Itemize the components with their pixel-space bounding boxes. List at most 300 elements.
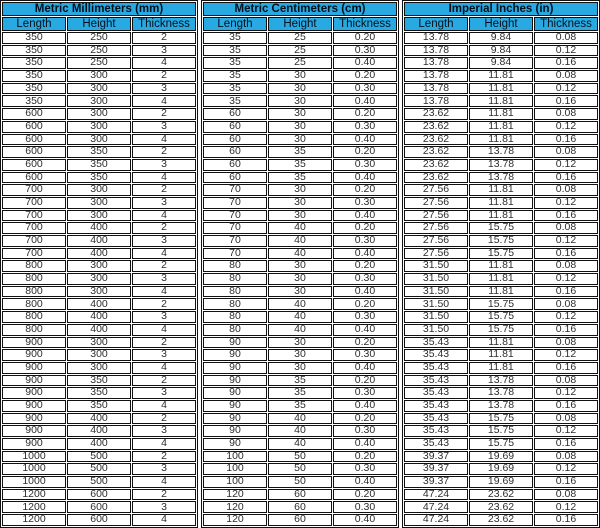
cell: 31.50 <box>404 324 468 336</box>
cell: 0.40 <box>333 362 397 374</box>
cell: 4 <box>132 286 196 298</box>
cell: 27.56 <box>404 210 468 222</box>
cell: 13.78 <box>469 146 533 158</box>
cell: 11.81 <box>469 210 533 222</box>
cell: 15.75 <box>469 413 533 425</box>
cell: 3 <box>132 83 196 95</box>
cell: 35 <box>268 375 332 387</box>
cell: 39.37 <box>404 476 468 488</box>
cell: 0.30 <box>333 463 397 475</box>
cell: 40 <box>268 425 332 437</box>
cell: 100 <box>203 451 267 463</box>
cell: 0.30 <box>333 235 397 247</box>
table-row <box>404 514 598 526</box>
cell: 600 <box>2 159 66 171</box>
cell: 0.30 <box>333 83 397 95</box>
table-row <box>404 400 598 412</box>
table-row <box>203 489 397 501</box>
table-row <box>203 362 397 374</box>
cell: 700 <box>2 222 66 234</box>
table-row <box>404 273 598 285</box>
table-row <box>203 311 397 323</box>
cell: 0.08 <box>534 413 598 425</box>
table-row <box>203 324 397 336</box>
cell: 70 <box>203 210 267 222</box>
table-row <box>2 146 196 158</box>
cell: 13.78 <box>469 400 533 412</box>
cell: 13.78 <box>404 95 468 107</box>
cell: 0.40 <box>333 210 397 222</box>
cell: 300 <box>67 260 131 272</box>
cell: 15.75 <box>469 425 533 437</box>
cell: 900 <box>2 375 66 387</box>
table-row <box>404 425 598 437</box>
cell: 0.30 <box>333 501 397 513</box>
cell: 0.30 <box>333 387 397 399</box>
cell: 35 <box>203 45 267 57</box>
cell: 100 <box>203 476 267 488</box>
table-row <box>2 45 196 57</box>
cell: 300 <box>67 83 131 95</box>
cell: 0.12 <box>534 121 598 133</box>
cell: 60 <box>203 172 267 184</box>
table-row <box>2 108 196 120</box>
cell: 0.12 <box>534 463 598 475</box>
cell: 4 <box>132 400 196 412</box>
cell: 0.12 <box>534 387 598 399</box>
cell: 400 <box>67 235 131 247</box>
table-row <box>404 108 598 120</box>
table-row <box>203 286 397 298</box>
table-row <box>2 70 196 82</box>
cell: 60 <box>268 489 332 501</box>
cell: 400 <box>67 413 131 425</box>
cell: 35.43 <box>404 438 468 450</box>
cell: 0.20 <box>333 413 397 425</box>
cell: 30 <box>268 337 332 349</box>
cell: 30 <box>268 121 332 133</box>
cell: 47.24 <box>404 489 468 501</box>
cell: 3 <box>132 349 196 361</box>
cell: 2 <box>132 222 196 234</box>
cell: 800 <box>2 298 66 310</box>
cell: 700 <box>2 184 66 196</box>
cell: 250 <box>67 57 131 69</box>
cell: 35 <box>268 400 332 412</box>
cell: 60 <box>203 146 267 158</box>
table-row <box>404 451 598 463</box>
cell: 9.84 <box>469 32 533 44</box>
cell: 30 <box>268 184 332 196</box>
cell: 0.12 <box>534 235 598 247</box>
cell: 0.20 <box>333 108 397 120</box>
cell: 2 <box>132 375 196 387</box>
table-row <box>203 273 397 285</box>
table-row <box>404 463 598 475</box>
table-row <box>2 235 196 247</box>
cell: 1000 <box>2 451 66 463</box>
table-row <box>203 95 397 107</box>
cell: 2 <box>132 489 196 501</box>
cell: 300 <box>67 184 131 196</box>
cell: 900 <box>2 413 66 425</box>
cell: 35.43 <box>404 362 468 374</box>
cell: 0.20 <box>333 184 397 196</box>
cell: 35.43 <box>404 375 468 387</box>
cell: 80 <box>203 311 267 323</box>
cell: 0.20 <box>333 260 397 272</box>
cell: 13.78 <box>404 83 468 95</box>
cell: 0.16 <box>534 172 598 184</box>
table-row <box>404 298 598 310</box>
cell: 35 <box>268 159 332 171</box>
table-row <box>203 121 397 133</box>
cell: 15.75 <box>469 248 533 260</box>
cell: 0.20 <box>333 222 397 234</box>
cell: 2 <box>132 184 196 196</box>
table-row <box>2 463 196 475</box>
table-row <box>203 134 397 146</box>
cell: 30 <box>268 83 332 95</box>
cell: 23.62 <box>469 489 533 501</box>
cell: 0.08 <box>534 146 598 158</box>
cell: 0.20 <box>333 451 397 463</box>
cell: 0.40 <box>333 438 397 450</box>
table-row <box>203 222 397 234</box>
cell: 1200 <box>2 514 66 526</box>
cell: 350 <box>67 375 131 387</box>
cell: 0.08 <box>534 451 598 463</box>
cell: 300 <box>67 134 131 146</box>
cell: 350 <box>2 45 66 57</box>
group-title: Metric Centimeters (cm) <box>203 2 397 16</box>
cell: 11.81 <box>469 273 533 285</box>
cell: 50 <box>268 463 332 475</box>
cell: 300 <box>67 286 131 298</box>
cell: 0.40 <box>333 134 397 146</box>
table-row <box>404 57 598 69</box>
cell: 350 <box>2 83 66 95</box>
table-row <box>2 172 196 184</box>
cell: 9.84 <box>469 57 533 69</box>
cell: 40 <box>268 235 332 247</box>
cell: 300 <box>67 362 131 374</box>
cell: 90 <box>203 349 267 361</box>
table-row <box>404 248 598 260</box>
cell: 0.16 <box>534 57 598 69</box>
table-row <box>2 260 196 272</box>
cell: 600 <box>2 172 66 184</box>
table-row <box>404 197 598 209</box>
cell: 700 <box>2 248 66 260</box>
cell: 900 <box>2 438 66 450</box>
table-row <box>203 172 397 184</box>
cell: 27.56 <box>404 248 468 260</box>
cell: 0.12 <box>534 273 598 285</box>
cell: 0.12 <box>534 197 598 209</box>
cell: 50 <box>268 451 332 463</box>
cell: 0.40 <box>333 514 397 526</box>
table-row <box>203 400 397 412</box>
cell: 4 <box>132 324 196 336</box>
cell: 4 <box>132 134 196 146</box>
cell: 4 <box>132 438 196 450</box>
cell: 31.50 <box>404 286 468 298</box>
cell: 15.75 <box>469 311 533 323</box>
table-row <box>404 311 598 323</box>
table-row <box>404 95 598 107</box>
cell: 600 <box>2 134 66 146</box>
cell: 800 <box>2 286 66 298</box>
cell: 30 <box>268 349 332 361</box>
cell: 900 <box>2 387 66 399</box>
cell: 13.78 <box>469 375 533 387</box>
table-row <box>2 273 196 285</box>
table-row <box>404 32 598 44</box>
cell: 0.16 <box>534 134 598 146</box>
cell: 90 <box>203 337 267 349</box>
table-row <box>2 298 196 310</box>
cell: 47.24 <box>404 501 468 513</box>
table-row <box>203 57 397 69</box>
cell: 300 <box>67 108 131 120</box>
cell: 15.75 <box>469 222 533 234</box>
cell: 23.62 <box>404 121 468 133</box>
cell: 2 <box>132 413 196 425</box>
table-row <box>203 146 397 158</box>
cell: 600 <box>67 514 131 526</box>
cell: 300 <box>67 210 131 222</box>
cell: 30 <box>268 108 332 120</box>
cell: 23.62 <box>469 501 533 513</box>
cell: 11.81 <box>469 197 533 209</box>
cell: 4 <box>132 248 196 260</box>
cell: 60 <box>268 501 332 513</box>
cell: 35.43 <box>404 425 468 437</box>
cell: 3 <box>132 501 196 513</box>
cell: 900 <box>2 425 66 437</box>
table-row <box>404 476 598 488</box>
cell: 4 <box>132 476 196 488</box>
cell: 70 <box>203 248 267 260</box>
cell: 1000 <box>2 476 66 488</box>
cell: 23.62 <box>404 146 468 158</box>
cell: 23.62 <box>404 134 468 146</box>
table-row <box>2 337 196 349</box>
cell: 700 <box>2 210 66 222</box>
cell: 11.81 <box>469 83 533 95</box>
cell: 13.78 <box>404 70 468 82</box>
cell: 0.12 <box>534 349 598 361</box>
cell: 350 <box>67 400 131 412</box>
cell: 0.40 <box>333 95 397 107</box>
cell: 4 <box>132 362 196 374</box>
cell: 11.81 <box>469 337 533 349</box>
cell: 40 <box>268 324 332 336</box>
table-row <box>203 463 397 475</box>
cell: 0.16 <box>534 324 598 336</box>
cell: 23.62 <box>404 172 468 184</box>
table-row <box>2 286 196 298</box>
cell: 3 <box>132 387 196 399</box>
cell: 0.40 <box>333 172 397 184</box>
table-row <box>203 159 397 171</box>
cell: 11.81 <box>469 184 533 196</box>
cell: 3 <box>132 235 196 247</box>
cell: 800 <box>2 273 66 285</box>
cell: 0.16 <box>534 210 598 222</box>
table-row <box>2 210 196 222</box>
table-row <box>203 387 397 399</box>
cell: 4 <box>132 95 196 107</box>
cell: 350 <box>2 32 66 44</box>
cell: 0.16 <box>534 514 598 526</box>
cell: 2 <box>132 32 196 44</box>
cell: 0.12 <box>534 159 598 171</box>
table-row <box>404 286 598 298</box>
cell: 0.20 <box>333 375 397 387</box>
cell: 40 <box>268 311 332 323</box>
table-row <box>2 387 196 399</box>
cell: 600 <box>2 121 66 133</box>
cell: 0.16 <box>534 95 598 107</box>
table-row <box>2 425 196 437</box>
cell: 47.24 <box>404 514 468 526</box>
table-row <box>2 248 196 260</box>
cell: 13.78 <box>404 32 468 44</box>
cell: 300 <box>67 337 131 349</box>
cell: 1200 <box>2 489 66 501</box>
cell: 15.75 <box>469 298 533 310</box>
metric-millimeters-table <box>1 1 197 527</box>
table-group-imperial-inches <box>402 0 600 528</box>
cell: 0.20 <box>333 489 397 501</box>
cell: 13.78 <box>404 45 468 57</box>
cell: 11.81 <box>469 349 533 361</box>
table-row <box>203 337 397 349</box>
cell: 250 <box>67 45 131 57</box>
table-row <box>2 121 196 133</box>
table-row <box>2 451 196 463</box>
table-row <box>2 362 196 374</box>
cell: 15.75 <box>469 438 533 450</box>
table-row <box>404 349 598 361</box>
table-row <box>2 311 196 323</box>
cell: 0.08 <box>534 184 598 196</box>
cell: 3 <box>132 463 196 475</box>
cell: 900 <box>2 349 66 361</box>
cell: 0.20 <box>333 298 397 310</box>
cell: 40 <box>268 438 332 450</box>
table-row <box>203 184 397 196</box>
cell: 0.30 <box>333 311 397 323</box>
table-row <box>2 83 196 95</box>
cell: 300 <box>67 349 131 361</box>
cell: 4 <box>132 514 196 526</box>
column-header: Length <box>404 17 468 31</box>
cell: 27.56 <box>404 235 468 247</box>
cell: 35.43 <box>404 349 468 361</box>
group-title: Metric Millimeters (mm) <box>2 2 196 16</box>
table-row <box>203 451 397 463</box>
cell: 0.08 <box>534 298 598 310</box>
cell: 0.40 <box>333 324 397 336</box>
cell: 0.40 <box>333 248 397 260</box>
column-header: Thickness <box>132 17 196 31</box>
cell: 39.37 <box>404 451 468 463</box>
cell: 15.75 <box>469 235 533 247</box>
cell: 400 <box>67 248 131 260</box>
cell: 30 <box>268 210 332 222</box>
table-row <box>404 387 598 399</box>
cell: 120 <box>203 489 267 501</box>
cell: 120 <box>203 514 267 526</box>
table-row <box>203 32 397 44</box>
cell: 300 <box>67 273 131 285</box>
cell: 3 <box>132 273 196 285</box>
cell: 350 <box>67 159 131 171</box>
cell: 23.62 <box>404 108 468 120</box>
cell: 35.43 <box>404 413 468 425</box>
table-row <box>203 438 397 450</box>
cell: 900 <box>2 337 66 349</box>
cell: 27.56 <box>404 184 468 196</box>
cell: 70 <box>203 184 267 196</box>
table-row <box>404 210 598 222</box>
cell: 600 <box>67 501 131 513</box>
cell: 2 <box>132 260 196 272</box>
table-row <box>404 172 598 184</box>
cell: 35.43 <box>404 337 468 349</box>
cell: 600 <box>2 146 66 158</box>
cell: 31.50 <box>404 311 468 323</box>
cell: 70 <box>203 222 267 234</box>
table-row <box>203 514 397 526</box>
cell: 13.78 <box>404 57 468 69</box>
cell: 4 <box>132 57 196 69</box>
cell: 13.78 <box>469 159 533 171</box>
table-row <box>2 501 196 513</box>
table-row <box>2 95 196 107</box>
cell: 40 <box>268 248 332 260</box>
cell: 0.08 <box>534 260 598 272</box>
cell: 300 <box>67 121 131 133</box>
cell: 0.12 <box>534 425 598 437</box>
cell: 2 <box>132 337 196 349</box>
table-row <box>404 83 598 95</box>
table-row <box>2 349 196 361</box>
table-row <box>203 108 397 120</box>
cell: 350 <box>67 146 131 158</box>
cell: 0.30 <box>333 159 397 171</box>
cell: 2 <box>132 298 196 310</box>
cell: 700 <box>2 235 66 247</box>
cell: 350 <box>2 57 66 69</box>
cell: 3 <box>132 425 196 437</box>
column-header: Height <box>268 17 332 31</box>
column-header: Height <box>469 17 533 31</box>
cell: 15.75 <box>469 324 533 336</box>
table-row <box>2 222 196 234</box>
table-row <box>203 45 397 57</box>
cell: 4 <box>132 210 196 222</box>
table-row <box>404 134 598 146</box>
cell: 40 <box>268 222 332 234</box>
table-row <box>2 32 196 44</box>
table-row <box>2 324 196 336</box>
cell: 900 <box>2 362 66 374</box>
cell: 40 <box>268 413 332 425</box>
